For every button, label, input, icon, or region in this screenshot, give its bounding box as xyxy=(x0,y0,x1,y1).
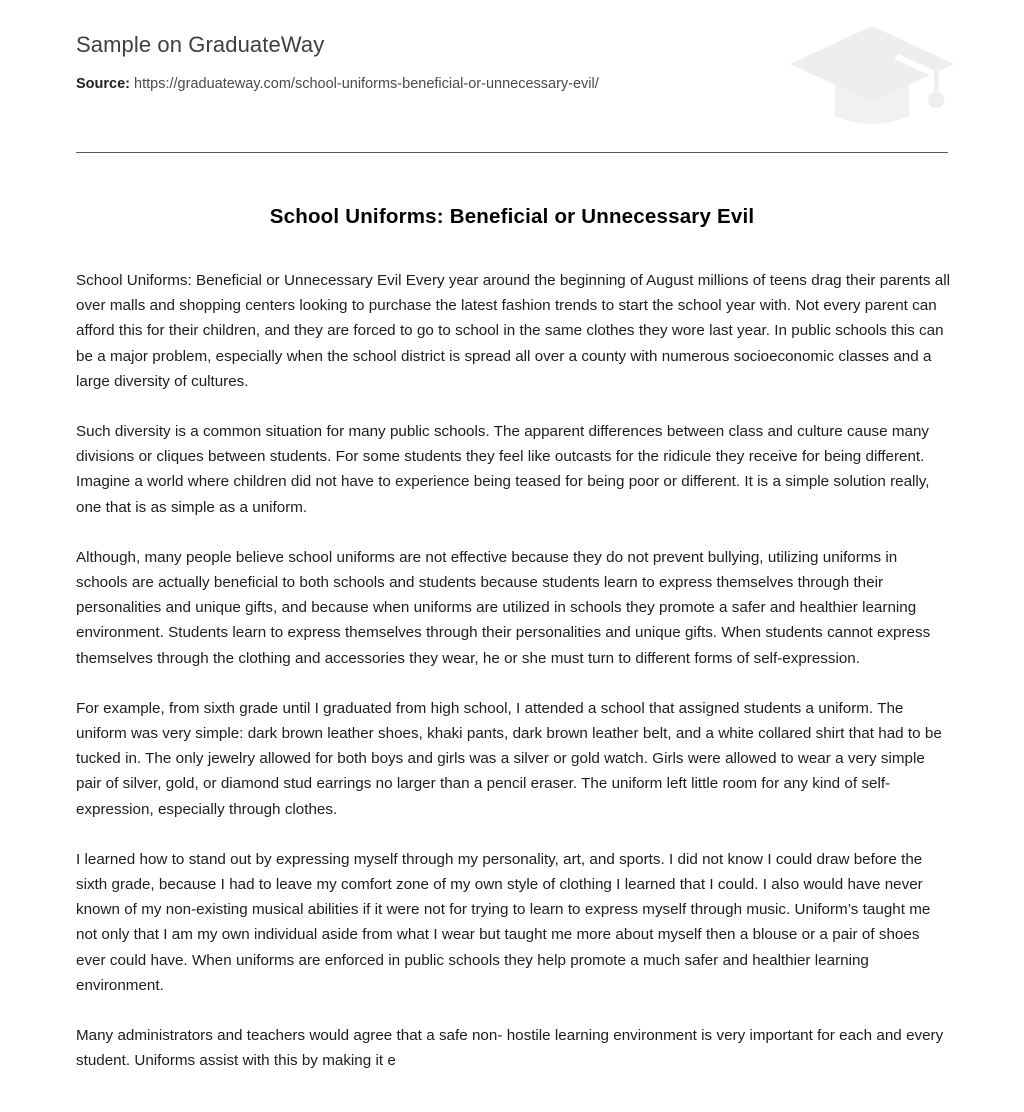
document-header xyxy=(76,30,948,148)
essay-body xyxy=(76,268,952,1073)
paragraph: School Uniforms: Beneficial or Unnecessary Evil Every year around the beginning of August millions of teens drag their parents all over malls and shopping centers looking to purchase the latest fashion trends to start the school year with. Not every parent can afford this for their children, and they are forced to go to school in the same clothes they wore last year. In public schools this can be a major problem, especially when the school district is spread all over a county with numerous socioeconomic classes and a large diversity of cultures. xyxy=(76,272,950,390)
paragraph: Many administrators and teachers would agree that a safe non- hostile learning environment is very important for each and every student. Uniforms assist with this by making it e xyxy=(76,1027,944,1070)
source-label: Source: xyxy=(76,76,130,92)
source-url[interactable]: https://graduateway.com/school-uniforms-beneficial-or-unnecessary-evil/ xyxy=(134,76,599,92)
header-divider xyxy=(76,152,948,153)
page-title: School Uniforms: Beneficial or Unnecessary Evil xyxy=(269,205,755,228)
paragraph: Although, many people believe school uniforms are not effective because they do not prevent bullying, utilizing uniforms in schools are actually beneficial to both schools and students because students learn to express themselves through their personalities and unique gifts, and because when uniforms are utilized in schools they promote a safer and healthier learning environment. Students learn to express themselves through their personalities and unique gifts. When students cannot express themselves through the clothing and accessories they wear, he or she must turn to different forms of self-expression. xyxy=(76,548,931,667)
paragraph: I learned how to stand out by expressing myself through my personality, art, and sports. I did not know I could draw before the sixth grade, because I had to leave my comfort zone of my own style of clothing I learned that I could. I also would have never known of my non-existing musical abilities if it were not for trying to learn to express myself through music. Uniform’s taught me not only that I am my own individual aside from what I wear but taught me more about myself then a blouse or a pair of shoes ever could have. When uniforms are enforced in public schools they help promote a much safer and healthier learning environment. xyxy=(76,850,931,994)
paragraph: Such diversity is a common situation for many public schools. The apparent differences between class and culture cause many divisions or cliques between students. For some students they feel like outcasts for the ridicule they receive for being different. Imagine a world where children did not have to experience being teased for being poor or different. It is a simple solution really, one that is as simple as a uniform. xyxy=(76,423,930,516)
source-line xyxy=(76,74,948,94)
brand-title: Sample on GraduateWay xyxy=(76,32,325,57)
paragraph: For example, from sixth grade until I graduated from high school, I attended a school that assigned students a uniform. The uniform was very simple: dark brown leather shoes, khaki pants, dark brown leather belt, and a white collared shirt that had to be tucked in. The only jewelry allowed for both boys and girls was a silver or gold watch. Girls were allowed to wear a very simple pair of silver, gold, or diamond stud earrings no larger than a pencil eraser. The uniform left little room for any kind of self-expression, especially through clothes. xyxy=(76,699,942,818)
